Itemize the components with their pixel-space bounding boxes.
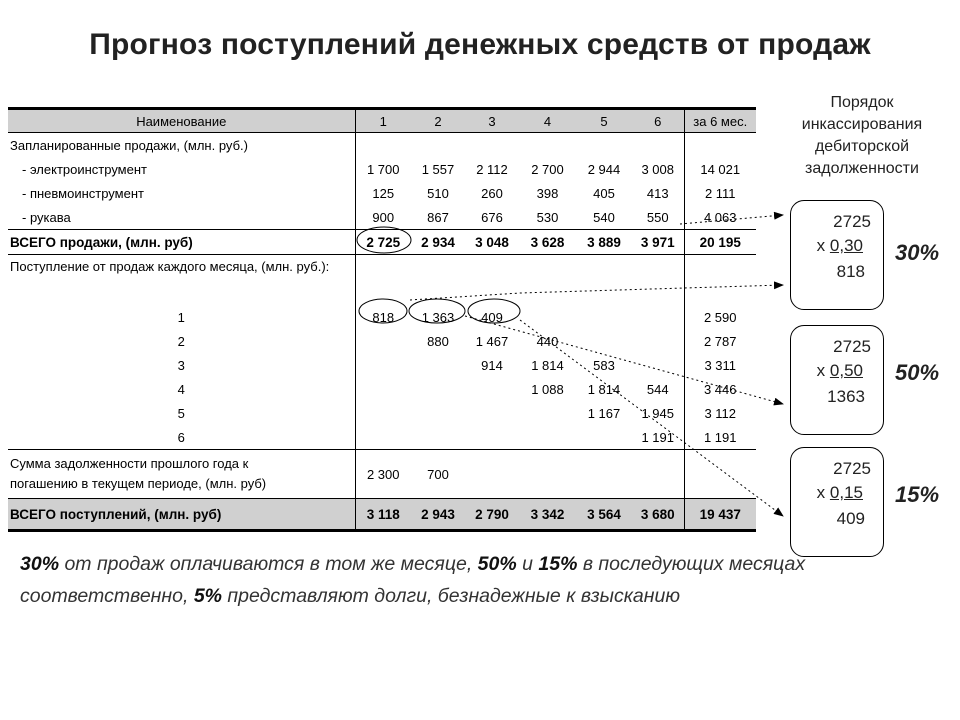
table-cell	[355, 353, 411, 377]
table-cell	[465, 401, 519, 425]
calc-x: x	[816, 483, 826, 502]
row-label	[8, 450, 355, 499]
table-cell	[411, 353, 465, 377]
table-row	[8, 353, 756, 377]
header-month: 6	[632, 109, 684, 133]
table-cell: 409	[481, 309, 503, 325]
header-month: 1	[355, 109, 411, 133]
calc-result: 1363	[827, 387, 865, 406]
table-cell: 880	[427, 333, 449, 349]
table-cell: 700	[411, 450, 465, 499]
percent-label: 15%	[895, 482, 940, 507]
table-cell: 260	[481, 185, 503, 201]
table-cell: 583	[593, 357, 615, 373]
table-cell: 2 725	[355, 230, 411, 255]
row-label: - электроинструмент	[8, 157, 355, 181]
table-cell: 398	[536, 185, 559, 201]
calc-result: 818	[836, 262, 865, 281]
table-cell: 540	[593, 209, 615, 225]
table-cell: 530	[536, 209, 559, 225]
table-cell: 550	[646, 209, 669, 225]
calc-x: x	[816, 236, 826, 255]
table-cell: 2 934	[411, 230, 465, 255]
row-total: 20 195	[684, 230, 756, 255]
table-cell: 510	[427, 185, 449, 201]
prior-debt-row	[8, 450, 756, 499]
row-label: 1	[8, 305, 355, 329]
footer-percent: 15%	[538, 553, 578, 575]
table-row	[8, 305, 756, 329]
calc-box-30	[790, 200, 884, 310]
table-cell	[355, 401, 411, 425]
table-row	[8, 329, 756, 353]
table-cell: 1 700	[366, 161, 400, 177]
row-label: - пневмоинструмент	[8, 181, 355, 205]
table-cell	[411, 377, 465, 401]
row-label: ВСЕГО продажи, (млн. руб)	[8, 230, 355, 255]
table-cell: 3 118	[355, 499, 411, 531]
table-cell	[355, 329, 411, 353]
table-cell	[355, 377, 411, 401]
header-name: Наименование	[8, 109, 355, 133]
table-cell: 3 680	[632, 499, 684, 531]
table-cell	[632, 329, 684, 353]
table-row	[8, 425, 756, 450]
row-total: 3 446	[684, 377, 756, 401]
calc-multiplier	[817, 235, 863, 257]
row-total: 2 787	[684, 329, 756, 353]
collection-order-title	[778, 92, 946, 180]
table-cell	[519, 450, 576, 499]
row-total: 19 437	[684, 499, 756, 531]
header-month: 3	[465, 109, 519, 133]
calc-box-50	[790, 325, 884, 435]
receipts-label-row	[8, 255, 756, 306]
table-cell: 3 889	[576, 230, 632, 255]
row-total: 2 590	[684, 305, 756, 329]
row-label: Поступление от продаж каждого месяца, (млн. руб.):	[8, 255, 355, 306]
table-cell: 3 008	[641, 161, 675, 177]
table-cell: 1 167	[587, 405, 621, 421]
table-cell: 1 814	[587, 381, 621, 397]
footer-text: в последующих месяцах соответственно,	[20, 553, 806, 607]
table-row	[8, 157, 756, 181]
table-cell: 2 944	[587, 161, 621, 177]
footer-text: от продаж оплачиваются в том же месяце,	[59, 553, 478, 575]
percent-label: 50%	[895, 360, 940, 385]
header-month: 2	[411, 109, 465, 133]
table-cell: 3 971	[632, 230, 684, 255]
calc-base: 2725	[833, 212, 871, 231]
table-row	[8, 377, 756, 401]
footer-percent: 30%	[20, 553, 60, 575]
table-cell	[519, 305, 576, 329]
table-cell: 2 700	[531, 161, 564, 177]
row-total: 1 191	[684, 425, 756, 450]
table-cell	[519, 425, 576, 450]
header-month: 5	[576, 109, 632, 133]
table-cell	[576, 305, 632, 329]
table-header	[8, 109, 756, 133]
table-cell: 914	[481, 357, 503, 373]
table-cell: 1 467	[475, 333, 509, 349]
row-label: 3	[8, 353, 355, 377]
table-cell: 1 363	[421, 309, 455, 325]
footer-percent: 50%	[477, 553, 517, 575]
table-cell	[355, 425, 411, 450]
table-cell	[411, 425, 465, 450]
footer-percent: 5%	[193, 585, 223, 607]
table-cell	[576, 450, 632, 499]
row-label: 6	[8, 425, 355, 450]
row-total: 2 111	[684, 181, 756, 205]
page-title: Прогноз поступлений денежных средств от продаж	[89, 28, 871, 61]
table-cell: 3 628	[519, 230, 576, 255]
table-cell	[632, 450, 684, 499]
table-cell: 544	[646, 381, 669, 397]
side-title-line: инкассирования	[801, 116, 923, 133]
table-cell: 2 300	[355, 450, 411, 499]
row-label: ВСЕГО поступлений, (млн. руб)	[8, 499, 355, 531]
table-cell: 900	[372, 209, 395, 225]
side-title-line: задолженности	[805, 160, 919, 177]
row-total: 3 311	[684, 353, 756, 377]
sales-total-row	[8, 230, 756, 255]
table-cell	[411, 401, 465, 425]
row-label: - рукава	[8, 205, 355, 230]
table-cell	[576, 329, 632, 353]
side-title-line: Порядок	[830, 94, 894, 111]
footer-text: и	[516, 553, 539, 575]
table-cell: 3 342	[519, 499, 576, 531]
table-cell: 2 112	[476, 161, 508, 177]
table-cell: 1 088	[531, 381, 564, 397]
table-cell: 867	[427, 209, 449, 225]
table-cell: 1 814	[531, 357, 564, 373]
table-cell: 2 943	[411, 499, 465, 531]
table-cell: 3 048	[465, 230, 519, 255]
row-total: 3 112	[684, 401, 756, 425]
table-cell	[519, 401, 576, 425]
table-cell: 440	[536, 333, 559, 349]
calc-result: 409	[836, 509, 865, 528]
row-label: 4	[8, 377, 355, 401]
header-month: 4	[519, 109, 576, 133]
footer-text: представляют долги, безнадежные к взысканию	[222, 585, 681, 607]
row-total: 14 021	[684, 157, 756, 181]
calc-multiplier	[817, 360, 863, 382]
table-cell: 1 945	[641, 405, 675, 421]
table-cell: 1 557	[421, 161, 455, 177]
table-cell: 818	[372, 309, 395, 325]
calc-factor: 0,15	[829, 483, 863, 502]
table-row	[8, 181, 756, 205]
calc-x: x	[816, 361, 826, 380]
table-cell: 2 790	[465, 499, 519, 531]
grand-total-row	[8, 499, 756, 531]
table-cell: 1 191	[641, 429, 675, 445]
table-cell	[465, 425, 519, 450]
footer-note	[20, 548, 950, 612]
table-cell	[465, 450, 519, 499]
calc-factor: 0,50	[829, 361, 863, 380]
table-cell: 3 564	[576, 499, 632, 531]
planned-sales-label-row	[8, 133, 756, 158]
table-cell	[465, 377, 519, 401]
table-cell	[632, 353, 684, 377]
header-total: за 6 мес.	[684, 109, 756, 133]
table-row	[8, 401, 756, 425]
side-title-line: дебиторской	[814, 138, 910, 155]
row-total: 4 063	[684, 205, 756, 230]
calc-multiplier	[817, 482, 863, 504]
table-cell: 125	[372, 185, 395, 201]
row-label: 5	[8, 401, 355, 425]
table-cell	[632, 305, 684, 329]
table-row	[8, 205, 756, 230]
table-cell: 405	[593, 185, 615, 201]
table-cell: 676	[481, 209, 503, 225]
row-label-line: Сумма задолженности прошлого года к	[10, 456, 249, 471]
table-cell: 413	[646, 185, 669, 201]
calc-factor: 0,30	[829, 236, 863, 255]
cash-forecast-table	[8, 107, 756, 525]
row-label: 2	[8, 329, 355, 353]
calc-box-15	[790, 447, 884, 557]
calc-base: 2725	[833, 459, 871, 478]
percent-label: 30%	[895, 240, 940, 265]
row-label: Запланированные продажи, (млн. руб.)	[8, 133, 355, 158]
table-cell	[576, 425, 632, 450]
calc-base: 2725	[833, 337, 871, 356]
row-label-line: погашению в текущем периоде, (млн. руб)	[10, 476, 267, 491]
